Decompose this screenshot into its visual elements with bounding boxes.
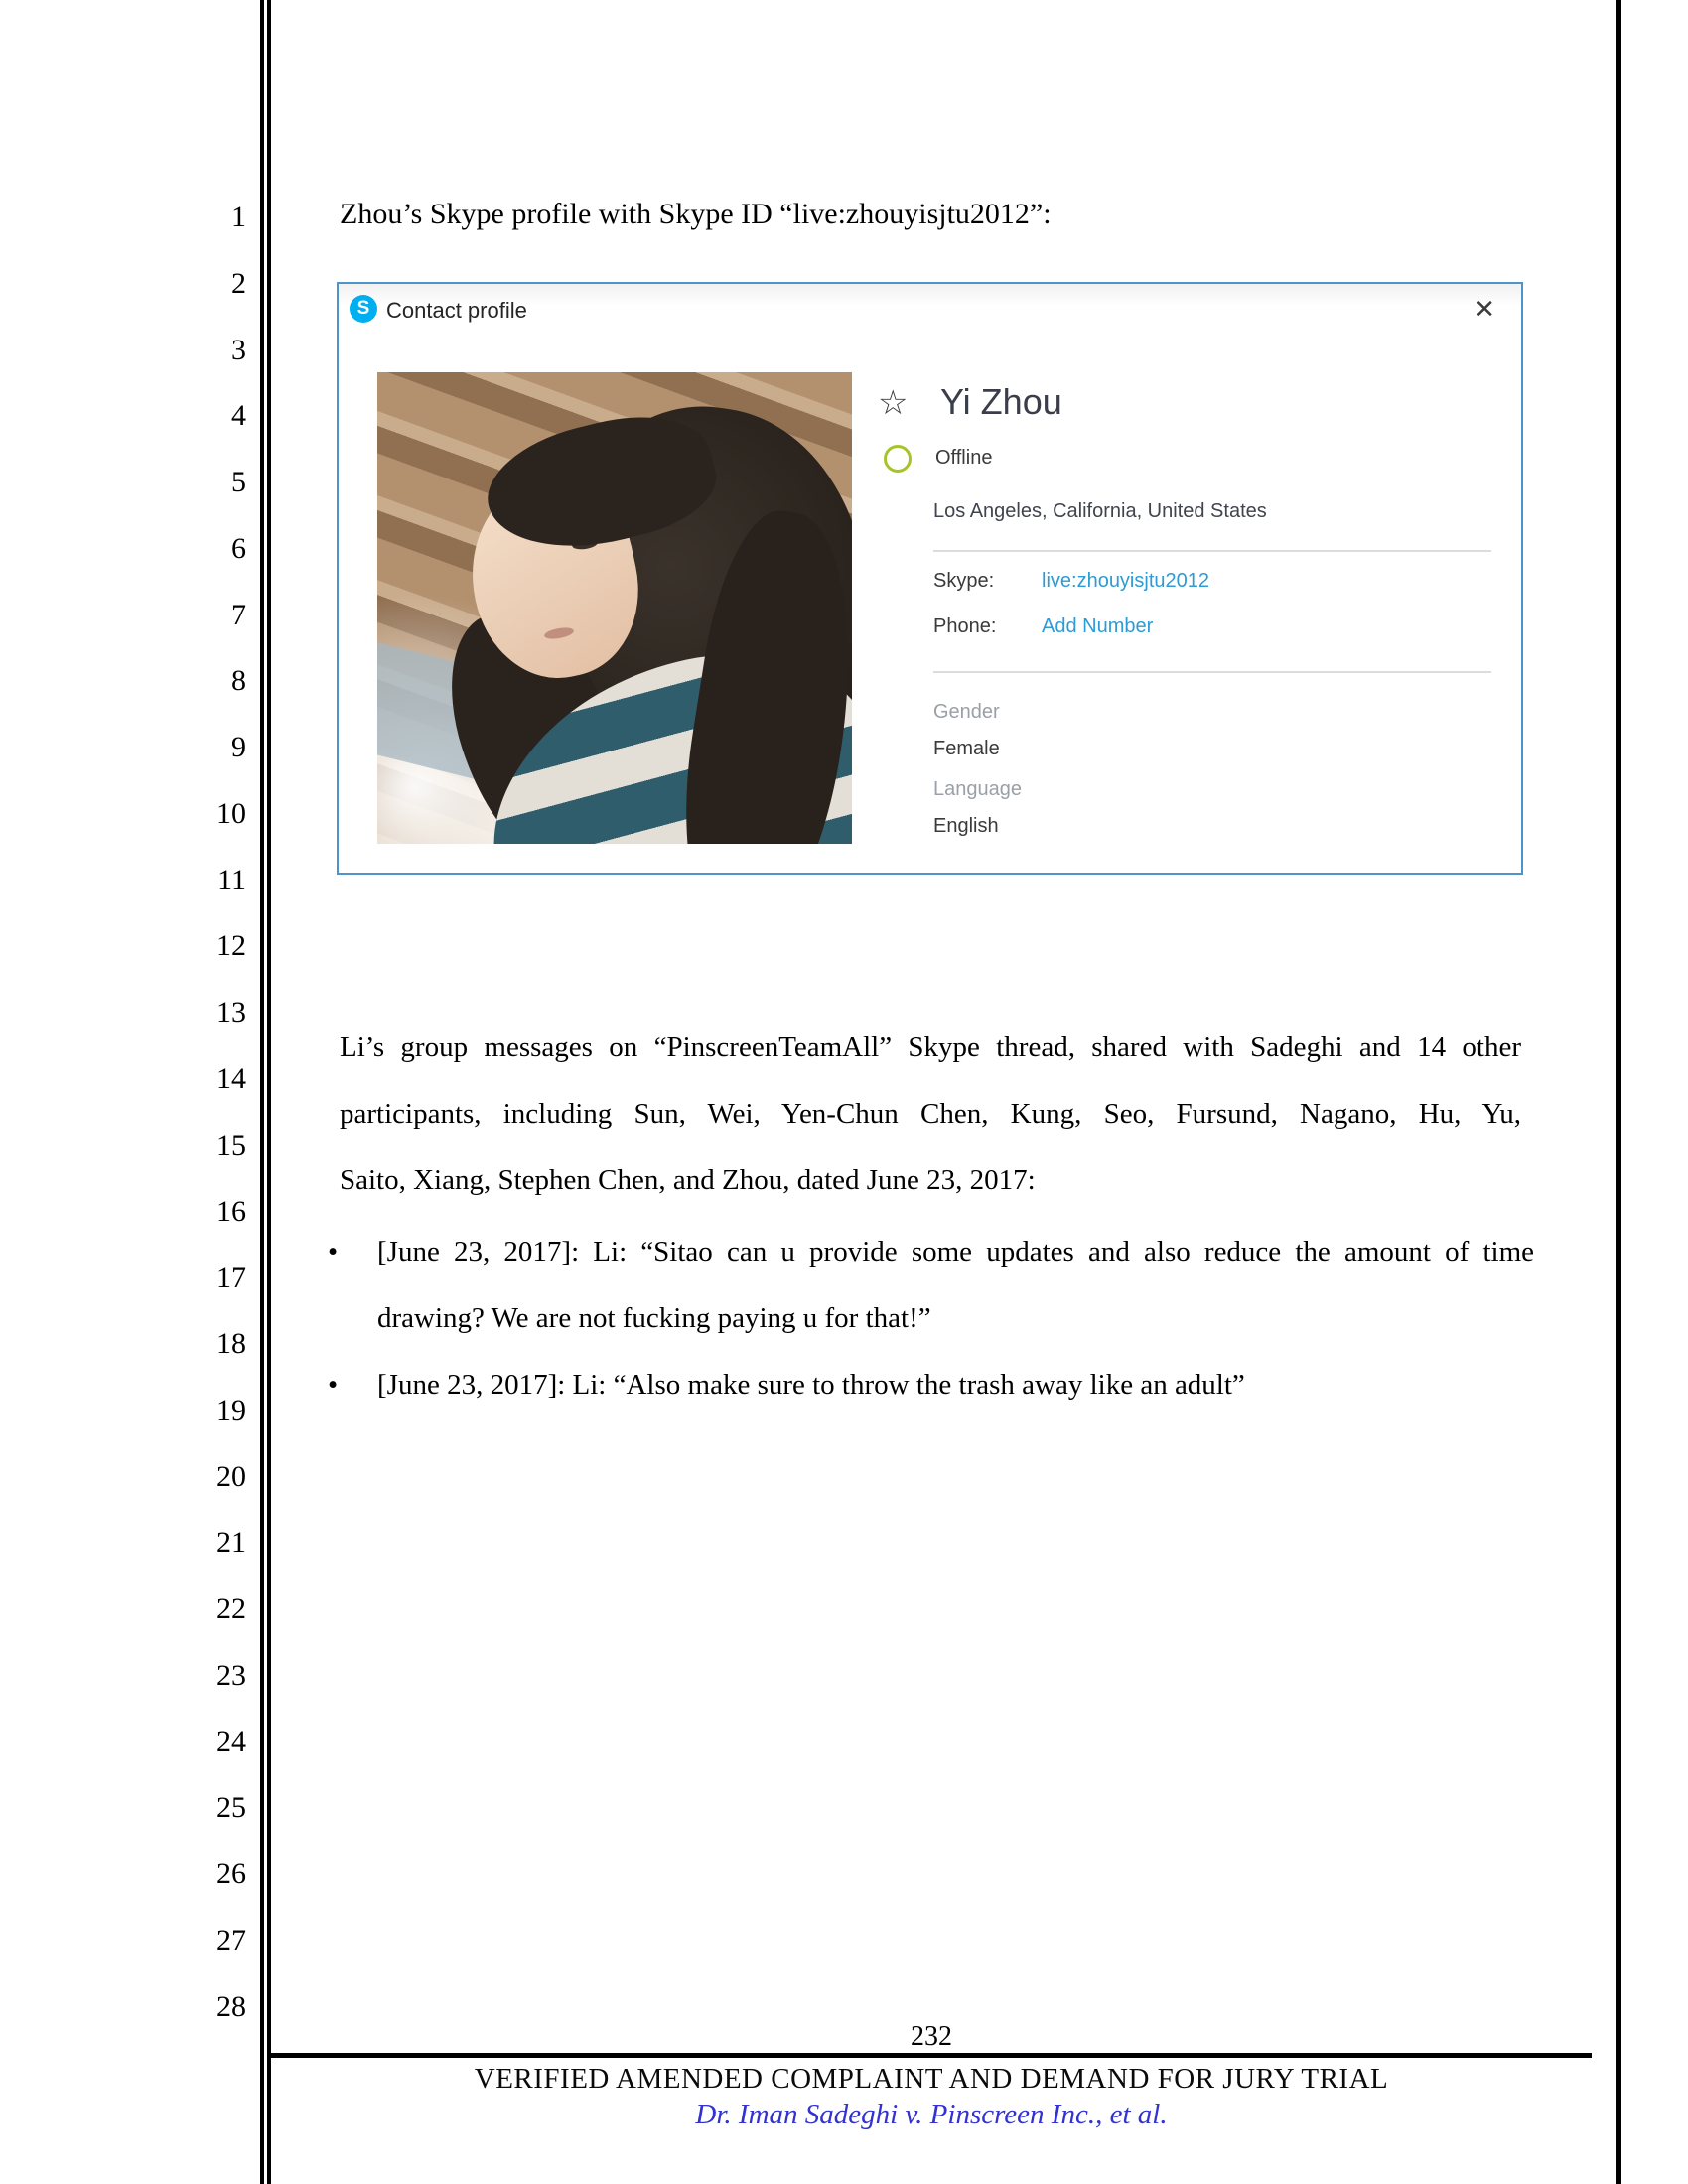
- footer-case-name: Dr. Iman Sadeghi v. Pinscreen Inc., et al.: [695, 2099, 1168, 2130]
- field-label: Gender: [933, 701, 1000, 723]
- field-value: English: [933, 815, 999, 837]
- pleading-right-rule: [1616, 0, 1621, 2184]
- paragraph-line: Saito, Xiang, Stephen Chen, and Zhou, dated June 23, 2017:: [340, 1164, 1036, 1196]
- bullet-marker: •: [328, 1236, 339, 1268]
- line-number: 10: [216, 796, 246, 830]
- line-number: 26: [216, 1857, 246, 1891]
- profile-photo: [377, 372, 852, 844]
- pleading-double-rule: [260, 0, 271, 2184]
- close-icon[interactable]: ✕: [1474, 294, 1495, 324]
- contact-name: Yi Zhou: [940, 381, 1062, 422]
- line-number: 28: [216, 1989, 246, 2023]
- bullet-list: [328, 1219, 1534, 1419]
- contact-field: [933, 772, 1491, 850]
- line-number: 24: [216, 1724, 246, 1758]
- paragraph-line: Li’s group messages on “PinscreenTeamAll” Skype thread, shared with Sadeghi and 14 other: [340, 1031, 1521, 1063]
- status-offline-icon: [884, 445, 912, 473]
- contact-id-rows: [933, 570, 1491, 661]
- line-number: 14: [216, 1062, 246, 1095]
- line-number: 1: [231, 201, 246, 233]
- bullet-item-line: [328, 1352, 1534, 1419]
- line-number: 17: [216, 1261, 246, 1295]
- line-number: 6: [231, 531, 246, 565]
- field-label: Skype:: [933, 570, 995, 592]
- footer-rule: [271, 2053, 1592, 2058]
- card-title: Contact profile: [386, 298, 527, 323]
- line-number: 2: [231, 266, 246, 300]
- line-number: 7: [231, 598, 246, 631]
- skype-contact-profile-card: [337, 282, 1523, 875]
- line-number: 3: [231, 333, 246, 366]
- contact-id-row: [933, 615, 1491, 661]
- footer-document-title: VERIFIED AMENDED COMPLAINT AND DEMAND FOR JURY TRIAL: [474, 2063, 1389, 2095]
- divider: [933, 671, 1491, 673]
- line-number: 9: [231, 731, 246, 764]
- favorite-star-icon[interactable]: ☆: [878, 384, 909, 422]
- line-number: 12: [216, 929, 246, 963]
- page-number: 232: [911, 2021, 952, 2052]
- skype-logo-icon: S: [350, 295, 377, 323]
- contact-id-row: [933, 570, 1491, 615]
- status-text: Offline: [935, 447, 993, 469]
- bullet-text: [June 23, 2017]: Li: “Also make sure to throw the trash away like an adult”: [377, 1369, 1245, 1401]
- line-number: 18: [216, 1327, 246, 1361]
- line-number: 8: [231, 664, 246, 698]
- divider: [933, 550, 1491, 552]
- line-number: 16: [216, 1194, 246, 1228]
- line-number: 19: [216, 1393, 246, 1427]
- line-number: 23: [216, 1658, 246, 1692]
- contact-fields: [933, 695, 1491, 850]
- field-label: Phone:: [933, 615, 997, 637]
- line-number: 13: [216, 996, 246, 1029]
- line-number: 4: [231, 399, 246, 433]
- line-number: 20: [216, 1459, 246, 1493]
- field-label: Language: [933, 778, 1022, 800]
- line-number: 25: [216, 1791, 246, 1825]
- field-link[interactable]: Add Number: [1042, 615, 1154, 637]
- body-paragraph: [340, 1015, 1521, 1214]
- bullet-text: [June 23, 2017]: Li: “Sitao can u provide some updates and also reduce the amount of time: [377, 1236, 1534, 1268]
- bullet-text: drawing? We are not fucking paying u for that!”: [377, 1302, 931, 1334]
- card-header: [339, 284, 1521, 338]
- line-number: 15: [216, 1128, 246, 1161]
- field-value: Female: [933, 738, 1000, 759]
- line-number: 21: [216, 1526, 246, 1560]
- field-link[interactable]: live:zhouyisjtu2012: [1042, 570, 1209, 592]
- line-number: 11: [217, 863, 246, 896]
- line-number: 27: [216, 1924, 246, 1958]
- bullet-marker: •: [328, 1369, 339, 1401]
- line-number: 5: [231, 466, 246, 499]
- bullet-marker: [328, 1286, 377, 1352]
- paragraph-line: participants, including Sun, Wei, Yen-Chun Chen, Kung, Seo, Fursund, Nagano, Hu, Yu,: [340, 1098, 1521, 1130]
- contact-field: [933, 695, 1491, 772]
- bullet-item-line: [328, 1286, 1534, 1352]
- intro-sentence: Zhou’s Skype profile with Skype ID “live:zhouyisjtu2012”:: [340, 198, 1052, 230]
- line-number: 22: [216, 1592, 246, 1626]
- bullet-item-line: [328, 1219, 1534, 1286]
- contact-location: Los Angeles, California, United States: [933, 500, 1267, 522]
